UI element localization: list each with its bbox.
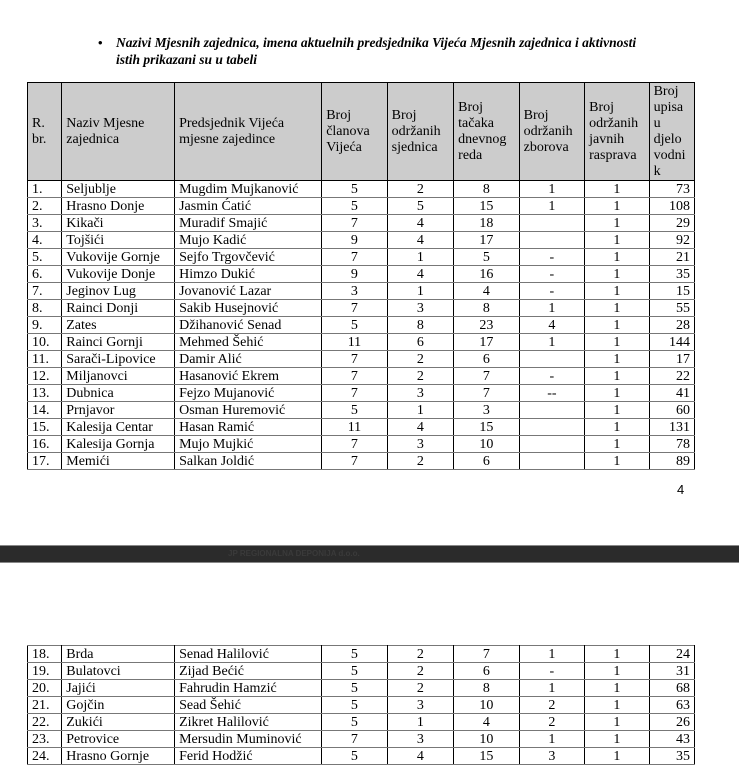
cell-sjednica: 2 xyxy=(387,646,453,663)
cell-rasprava: 1 xyxy=(585,385,649,402)
header-rasprava: Broj održanih javnih rasprava xyxy=(585,83,649,181)
cell-naziv: Hrasno Gornje xyxy=(62,748,175,765)
cell-tacaka: 17 xyxy=(454,334,519,351)
cell-rasprava: 1 xyxy=(585,334,649,351)
cell-upisa: 35 xyxy=(649,748,694,765)
cell-predsjednik: Jovanović Lazar xyxy=(175,283,322,300)
cell-upisa: 78 xyxy=(649,436,694,453)
cell-rasprava: 1 xyxy=(585,249,649,266)
bullet-icon: • xyxy=(98,35,103,50)
cell-rasprava: 1 xyxy=(585,215,649,232)
cell-tacaka: 7 xyxy=(454,646,519,663)
cell-sjednica: 4 xyxy=(387,232,453,249)
cell-upisa: 15 xyxy=(649,283,694,300)
cell-naziv: Sarači-Lipovice xyxy=(62,351,175,368)
cell-sjednica: 2 xyxy=(387,368,453,385)
cell-clanova: 5 xyxy=(322,714,387,731)
cell-sjednica: 3 xyxy=(387,385,453,402)
page-footer-bar xyxy=(0,545,739,563)
cell-clanova: 5 xyxy=(322,748,387,765)
cell-naziv: Prnjavor xyxy=(62,402,175,419)
cell-zborova: 1 xyxy=(519,680,584,697)
cell-rasprava: 1 xyxy=(585,714,649,731)
cell-clanova: 5 xyxy=(322,646,387,663)
cell-upisa: 43 xyxy=(649,731,694,748)
cell-sjednica: 3 xyxy=(387,436,453,453)
cell-tacaka: 3 xyxy=(454,402,519,419)
cell-zborova: 1 xyxy=(519,731,584,748)
table-row xyxy=(28,232,695,249)
cell-tacaka: 15 xyxy=(454,198,519,215)
cell-zborova: 2 xyxy=(519,714,584,731)
cell-clanova: 7 xyxy=(322,731,387,748)
cell-predsjednik: Osman Huremović xyxy=(175,402,322,419)
cell-naziv: Bulatovci xyxy=(62,663,175,680)
cell-upisa: 35 xyxy=(649,266,694,283)
table-row xyxy=(28,436,695,453)
cell-sjednica: 4 xyxy=(387,419,453,436)
cell-sjednica: 3 xyxy=(387,731,453,748)
header-upisa: Broj upisa u djelo vodni k xyxy=(649,83,694,181)
table-row xyxy=(28,385,695,402)
cell-rasprava: 1 xyxy=(585,436,649,453)
cell-zborova xyxy=(519,436,584,453)
cell-naziv: Rainci Donji xyxy=(62,300,175,317)
table-row xyxy=(28,317,695,334)
cell-tacaka: 6 xyxy=(454,351,519,368)
cell-sjednica: 8 xyxy=(387,317,453,334)
cell-zborova: 3 xyxy=(519,748,584,765)
cell-tacaka: 15 xyxy=(454,748,519,765)
cell-predsjednik: Senad Halilović xyxy=(175,646,322,663)
cell-tacaka: 15 xyxy=(454,419,519,436)
cell-upisa: 41 xyxy=(649,385,694,402)
table-row xyxy=(28,198,695,215)
cell-predsjednik: Sejfo Trgovčević xyxy=(175,249,322,266)
cell-rasprava: 1 xyxy=(585,663,649,680)
header-zborova: Broj održanih zborova xyxy=(519,83,584,181)
cell-predsjednik: Mersudin Muminović xyxy=(175,731,322,748)
table-row xyxy=(28,334,695,351)
cell-sjednica: 2 xyxy=(387,351,453,368)
table-row xyxy=(28,714,695,731)
local-communities-table-continued xyxy=(27,645,695,765)
cell-tacaka: 5 xyxy=(454,249,519,266)
cell-rasprava: 1 xyxy=(585,748,649,765)
table-row xyxy=(28,266,695,283)
cell-rbr: 23. xyxy=(28,731,62,748)
cell-rasprava: 1 xyxy=(585,300,649,317)
cell-upisa: 26 xyxy=(649,714,694,731)
cell-rasprava: 1 xyxy=(585,646,649,663)
table-row xyxy=(28,697,695,714)
cell-rbr: 13. xyxy=(28,385,62,402)
cell-upisa: 92 xyxy=(649,232,694,249)
cell-predsjednik: Jasmin Ćatić xyxy=(175,198,322,215)
cell-upisa: 68 xyxy=(649,680,694,697)
cell-rbr: 12. xyxy=(28,368,62,385)
cell-tacaka: 17 xyxy=(454,232,519,249)
cell-predsjednik: Zikret Halilović xyxy=(175,714,322,731)
cell-zborova: 2 xyxy=(519,697,584,714)
table-row xyxy=(28,368,695,385)
cell-upisa: 55 xyxy=(649,300,694,317)
cell-zborova: - xyxy=(519,283,584,300)
cell-upisa: 89 xyxy=(649,453,694,470)
cell-clanova: 7 xyxy=(322,215,387,232)
cell-zborova: - xyxy=(519,663,584,680)
table-row xyxy=(28,419,695,436)
cell-rbr: 8. xyxy=(28,300,62,317)
cell-naziv: Zates xyxy=(62,317,175,334)
cell-predsjednik: Sead Šehić xyxy=(175,697,322,714)
cell-upisa: 21 xyxy=(649,249,694,266)
cell-rbr: 18. xyxy=(28,646,62,663)
cell-clanova: 7 xyxy=(322,385,387,402)
cell-predsjednik: Džihanović Senad xyxy=(175,317,322,334)
cell-predsjednik: Zijad Bećić xyxy=(175,663,322,680)
cell-clanova: 7 xyxy=(322,300,387,317)
cell-rbr: 2. xyxy=(28,198,62,215)
cell-tacaka: 6 xyxy=(454,663,519,680)
cell-tacaka: 10 xyxy=(454,731,519,748)
cell-rasprava: 1 xyxy=(585,453,649,470)
cell-zborova: - xyxy=(519,368,584,385)
cell-tacaka: 7 xyxy=(454,368,519,385)
cell-upisa: 29 xyxy=(649,215,694,232)
cell-predsjednik: Hasanović Ekrem xyxy=(175,368,322,385)
cell-predsjednik: Hasan Ramić xyxy=(175,419,322,436)
cell-tacaka: 18 xyxy=(454,215,519,232)
table-row xyxy=(28,300,695,317)
cell-zborova: -- xyxy=(519,385,584,402)
cell-sjednica: 1 xyxy=(387,249,453,266)
cell-tacaka: 8 xyxy=(454,181,519,198)
cell-rbr: 10. xyxy=(28,334,62,351)
cell-predsjednik: Himzo Dukić xyxy=(175,266,322,283)
cell-rbr: 22. xyxy=(28,714,62,731)
cell-sjednica: 4 xyxy=(387,215,453,232)
cell-zborova xyxy=(519,453,584,470)
cell-tacaka: 10 xyxy=(454,436,519,453)
cell-tacaka: 7 xyxy=(454,385,519,402)
cell-clanova: 5 xyxy=(322,697,387,714)
cell-sjednica: 1 xyxy=(387,402,453,419)
header-naziv: Naziv Mjesne zajednica xyxy=(62,83,175,181)
cell-zborova: 1 xyxy=(519,198,584,215)
cell-tacaka: 8 xyxy=(454,680,519,697)
cell-zborova: 1 xyxy=(519,181,584,198)
cell-sjednica: 4 xyxy=(387,266,453,283)
cell-predsjednik: Damir Alić xyxy=(175,351,322,368)
cell-rasprava: 1 xyxy=(585,283,649,300)
intro-text: Nazivi Mjesnih zajednica, imena aktuelnih predsjednika Vijeća Mjesnih zajednica i aktivnosti istih prikazani su u tabeli xyxy=(116,35,637,67)
cell-rbr: 9. xyxy=(28,317,62,334)
cell-rbr: 20. xyxy=(28,680,62,697)
local-communities-table xyxy=(27,82,695,470)
cell-upisa: 31 xyxy=(649,663,694,680)
cell-sjednica: 5 xyxy=(387,198,453,215)
cell-predsjednik: Sakib Husejnović xyxy=(175,300,322,317)
cell-sjednica: 2 xyxy=(387,680,453,697)
cell-sjednica: 3 xyxy=(387,697,453,714)
cell-naziv: Zukići xyxy=(62,714,175,731)
cell-tacaka: 16 xyxy=(454,266,519,283)
cell-clanova: 5 xyxy=(322,317,387,334)
header-sjednica: Broj održanih sjednica xyxy=(387,83,453,181)
table-row xyxy=(28,402,695,419)
header-rbr: R. br. xyxy=(28,83,62,181)
cell-naziv: Vukovije Donje xyxy=(62,266,175,283)
cell-sjednica: 2 xyxy=(387,453,453,470)
cell-zborova: - xyxy=(519,249,584,266)
cell-upisa: 131 xyxy=(649,419,694,436)
cell-clanova: 5 xyxy=(322,663,387,680)
cell-tacaka: 8 xyxy=(454,300,519,317)
cell-zborova xyxy=(519,419,584,436)
cell-predsjednik: Mugdim Mujkanović xyxy=(175,181,322,198)
cell-naziv: Kikači xyxy=(62,215,175,232)
cell-naziv: Tojšići xyxy=(62,232,175,249)
cell-rbr: 24. xyxy=(28,748,62,765)
cell-rbr: 17. xyxy=(28,453,62,470)
cell-clanova: 7 xyxy=(322,436,387,453)
cell-clanova: 7 xyxy=(322,453,387,470)
table-row xyxy=(28,731,695,748)
cell-naziv: Petrovice xyxy=(62,731,175,748)
cell-zborova: - xyxy=(519,266,584,283)
cell-predsjednik: Salkan Joldić xyxy=(175,453,322,470)
header-predsjednik: Predsjednik Vijeća mjesne zajedince xyxy=(175,83,322,181)
cell-clanova: 9 xyxy=(322,266,387,283)
cell-naziv: Gojčin xyxy=(62,697,175,714)
cell-naziv: Jeginov Lug xyxy=(62,283,175,300)
cell-clanova: 5 xyxy=(322,181,387,198)
cell-rbr: 15. xyxy=(28,419,62,436)
cell-rasprava: 1 xyxy=(585,731,649,748)
cell-clanova: 7 xyxy=(322,249,387,266)
cell-zborova xyxy=(519,232,584,249)
cell-zborova xyxy=(519,351,584,368)
cell-rbr: 16. xyxy=(28,436,62,453)
cell-naziv: Vukovije Gornje xyxy=(62,249,175,266)
cell-upisa: 24 xyxy=(649,646,694,663)
cell-predsjednik: Mehmed Šehić xyxy=(175,334,322,351)
cell-clanova: 9 xyxy=(322,232,387,249)
table-row xyxy=(28,181,695,198)
cell-rbr: 14. xyxy=(28,402,62,419)
cell-naziv: Hrasno Donje xyxy=(62,198,175,215)
cell-rbr: 11. xyxy=(28,351,62,368)
table-row xyxy=(28,748,695,765)
cell-upisa: 17 xyxy=(649,351,694,368)
cell-sjednica: 4 xyxy=(387,748,453,765)
table-row xyxy=(28,453,695,470)
table-row xyxy=(28,249,695,266)
footer-logo: JP REGIONALNA DEPONIJA d.o.o. xyxy=(228,549,360,558)
cell-naziv: Jajići xyxy=(62,680,175,697)
cell-tacaka: 4 xyxy=(454,714,519,731)
cell-clanova: 11 xyxy=(322,334,387,351)
cell-zborova xyxy=(519,215,584,232)
cell-rasprava: 1 xyxy=(585,697,649,714)
cell-predsjednik: Mujo Mujkić xyxy=(175,436,322,453)
cell-zborova: 1 xyxy=(519,300,584,317)
cell-rasprava: 1 xyxy=(585,680,649,697)
cell-predsjednik: Ferid Hodžić xyxy=(175,748,322,765)
cell-rasprava: 1 xyxy=(585,351,649,368)
table-row xyxy=(28,215,695,232)
cell-tacaka: 10 xyxy=(454,697,519,714)
cell-predsjednik: Fejzo Mujanović xyxy=(175,385,322,402)
cell-clanova: 3 xyxy=(322,283,387,300)
table-row xyxy=(28,680,695,697)
cell-clanova: 7 xyxy=(322,351,387,368)
cell-naziv: Memići xyxy=(62,453,175,470)
table-header-row xyxy=(28,83,695,181)
cell-clanova: 11 xyxy=(322,419,387,436)
cell-naziv: Kalesija Gornja xyxy=(62,436,175,453)
cell-rasprava: 1 xyxy=(585,368,649,385)
intro-paragraph xyxy=(98,34,658,68)
table-row xyxy=(28,646,695,663)
cell-upisa: 108 xyxy=(649,198,694,215)
cell-rbr: 19. xyxy=(28,663,62,680)
table-row xyxy=(28,283,695,300)
cell-tacaka: 4 xyxy=(454,283,519,300)
cell-upisa: 22 xyxy=(649,368,694,385)
cell-clanova: 5 xyxy=(322,402,387,419)
cell-predsjednik: Mujo Kadić xyxy=(175,232,322,249)
cell-rasprava: 1 xyxy=(585,198,649,215)
cell-naziv: Kalesija Centar xyxy=(62,419,175,436)
cell-clanova: 7 xyxy=(322,368,387,385)
cell-zborova: 1 xyxy=(519,334,584,351)
cell-upisa: 144 xyxy=(649,334,694,351)
header-tacaka: Broj tačaka dnevnog reda xyxy=(454,83,519,181)
cell-rbr: 5. xyxy=(28,249,62,266)
cell-sjednica: 3 xyxy=(387,300,453,317)
cell-clanova: 5 xyxy=(322,198,387,215)
cell-predsjednik: Fahrudin Hamzić xyxy=(175,680,322,697)
cell-rbr: 6. xyxy=(28,266,62,283)
cell-rbr: 1. xyxy=(28,181,62,198)
cell-zborova: 4 xyxy=(519,317,584,334)
cell-upisa: 73 xyxy=(649,181,694,198)
cell-rbr: 3. xyxy=(28,215,62,232)
table-row xyxy=(28,663,695,680)
cell-naziv: Dubnica xyxy=(62,385,175,402)
cell-rbr: 7. xyxy=(28,283,62,300)
cell-upisa: 28 xyxy=(649,317,694,334)
cell-clanova: 5 xyxy=(322,680,387,697)
cell-rasprava: 1 xyxy=(585,181,649,198)
page-number: 4 xyxy=(677,482,685,497)
cell-sjednica: 1 xyxy=(387,714,453,731)
cell-zborova xyxy=(519,402,584,419)
table-row xyxy=(28,351,695,368)
cell-upisa: 63 xyxy=(649,697,694,714)
cell-tacaka: 23 xyxy=(454,317,519,334)
cell-tacaka: 6 xyxy=(454,453,519,470)
cell-rasprava: 1 xyxy=(585,266,649,283)
cell-sjednica: 2 xyxy=(387,663,453,680)
header-clanova: Broj članova Vijeća xyxy=(322,83,387,181)
cell-rasprava: 1 xyxy=(585,402,649,419)
cell-sjednica: 1 xyxy=(387,283,453,300)
cell-naziv: Rainci Gornji xyxy=(62,334,175,351)
cell-rasprava: 1 xyxy=(585,317,649,334)
cell-rbr: 21. xyxy=(28,697,62,714)
cell-naziv: Miljanovci xyxy=(62,368,175,385)
cell-zborova: 1 xyxy=(519,646,584,663)
cell-naziv: Seljublje xyxy=(62,181,175,198)
cell-upisa: 60 xyxy=(649,402,694,419)
cell-rbr: 4. xyxy=(28,232,62,249)
cell-rasprava: 1 xyxy=(585,232,649,249)
cell-predsjednik: Muradif Smajić xyxy=(175,215,322,232)
cell-naziv: Brda xyxy=(62,646,175,663)
cell-sjednica: 2 xyxy=(387,181,453,198)
cell-rasprava: 1 xyxy=(585,419,649,436)
cell-sjednica: 6 xyxy=(387,334,453,351)
